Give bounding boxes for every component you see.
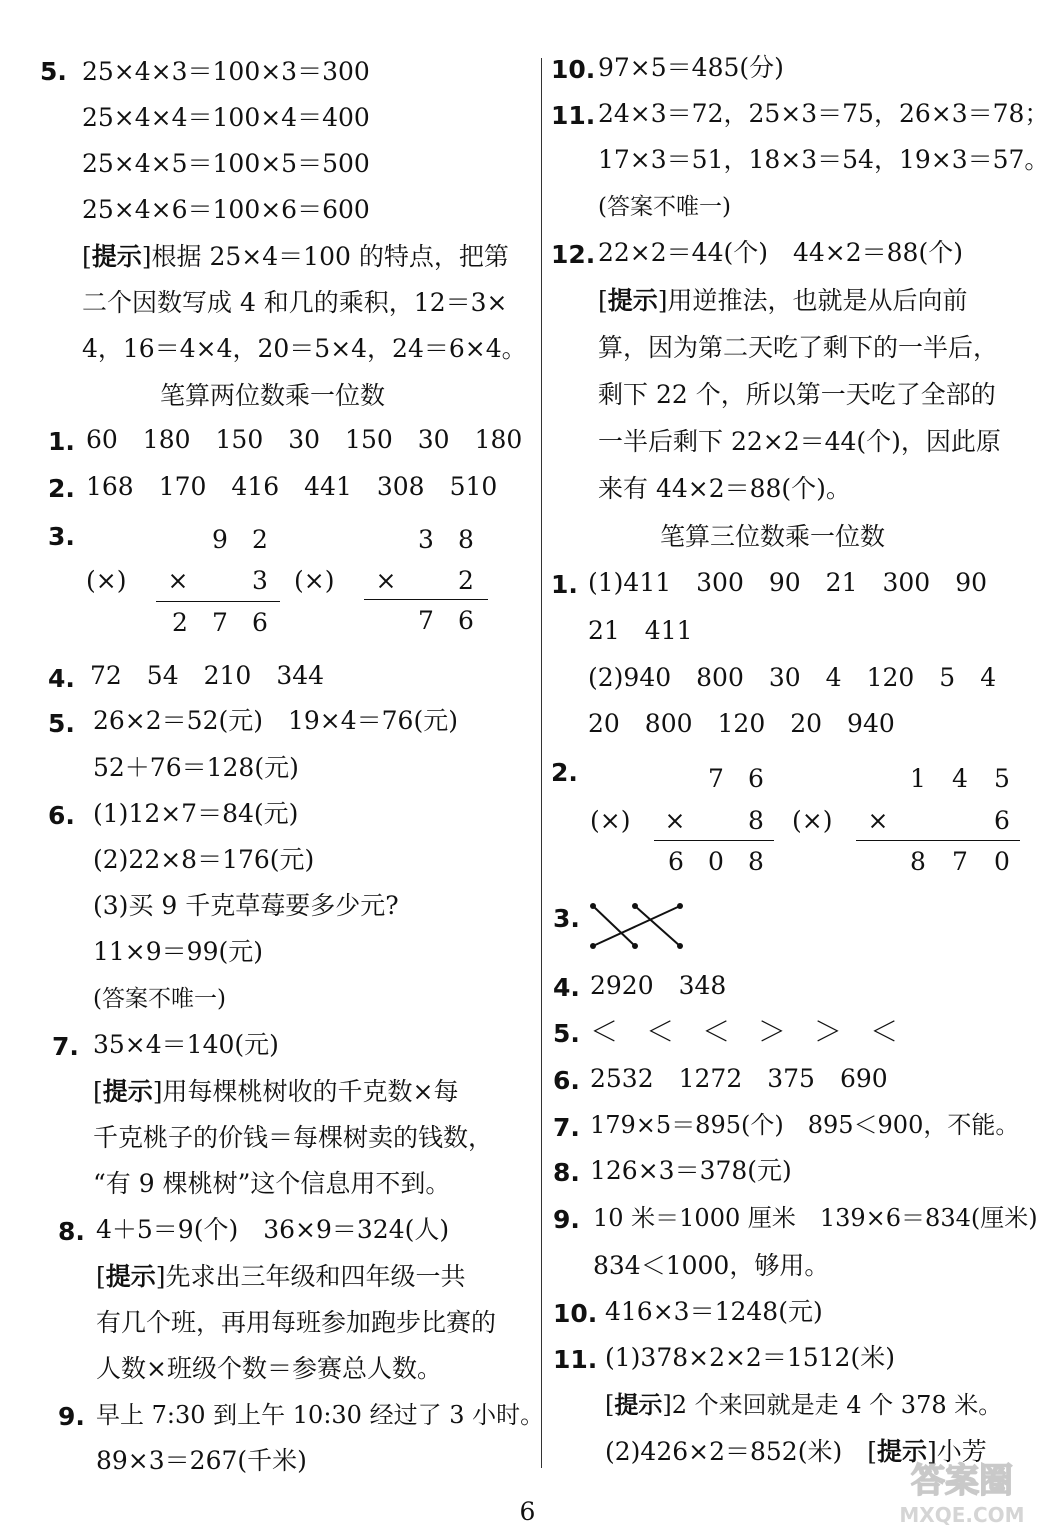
calc-a-result-digit: 2 bbox=[172, 608, 188, 637]
right-q9-number: 9. bbox=[553, 1205, 580, 1234]
match-dot bbox=[590, 903, 596, 909]
right-q12-line: 22×2＝44(个) 44×2＝88(个) bbox=[598, 238, 963, 267]
calc-d-second-digit: 6 bbox=[994, 806, 1010, 835]
right-q12-tip-text: 算，因为第二天吃了剩下的一半后， bbox=[598, 333, 999, 362]
right-q10b-number: 10. bbox=[553, 1299, 598, 1328]
calc-c-rule bbox=[654, 840, 774, 841]
column-divider bbox=[541, 58, 542, 1468]
tip-label: 提示 bbox=[105, 1262, 156, 1291]
left-q5b-line-2: 52＋76＝128(元) bbox=[93, 753, 299, 782]
left-q8-number: 8. bbox=[58, 1217, 85, 1246]
calc-d-result-digit: 8 bbox=[910, 847, 926, 876]
calc-a-rule bbox=[156, 601, 280, 602]
right-q11b-tip2-text: 小芳 bbox=[936, 1437, 987, 1466]
calc-d-rule bbox=[856, 840, 1020, 841]
right-q12-tip: [提示]用逆推法，也就是从后向前 bbox=[598, 286, 968, 315]
calc-d-top-digit: 5 bbox=[994, 764, 1010, 793]
calc-a-second-digit: 3 bbox=[252, 566, 268, 595]
right-q1-line: (1)411 300 90 21 300 90 bbox=[588, 568, 987, 597]
calc-b-rule bbox=[364, 599, 488, 600]
right-q8-line: 126×3＝378(元) bbox=[590, 1156, 792, 1185]
left-q8-tip-text: 先求出三年级和四年级一共 bbox=[165, 1262, 466, 1291]
calc-c-top-digit: 7 bbox=[708, 764, 724, 793]
calc-b-second-digit: 2 bbox=[458, 566, 474, 595]
left-q9-line: 早上 7:30 到上午 10:30 经过了 3 小时。 bbox=[96, 1401, 545, 1429]
q5-line-3: 25×4×5＝100×5＝500 bbox=[82, 149, 370, 178]
left-q1-answers: 60 180 150 30 150 30 180 bbox=[86, 425, 523, 454]
multiply-sign: × bbox=[664, 806, 686, 835]
right-q7-number: 7. bbox=[553, 1113, 580, 1142]
calc-d-result-digit: 0 bbox=[994, 847, 1010, 876]
right-q4-number: 4. bbox=[553, 973, 580, 1002]
match-line bbox=[635, 906, 680, 946]
left-q6-note: (答案不唯一) bbox=[93, 986, 226, 1012]
section-title-two-digit: 笔算两位数乘一位数 bbox=[160, 381, 386, 410]
right-q8-number: 8. bbox=[553, 1158, 580, 1187]
left-q5b-line-1: 26×2＝52(元) 19×4＝76(元) bbox=[93, 706, 458, 735]
q5-tip-text-3: 4，16＝4×4，20＝5×4，24＝6×4。 bbox=[82, 334, 527, 363]
left-q8-tip-text: 人数×班级个数＝参赛总人数。 bbox=[96, 1354, 442, 1383]
calc-b-result-digit: 7 bbox=[418, 606, 434, 635]
left-q3-number: 3. bbox=[48, 522, 75, 551]
right-q1-number: 1. bbox=[551, 570, 578, 599]
left-q6-line: (1)12×7＝84(元) bbox=[93, 799, 299, 828]
q5-tip: [提示]根据 25×4＝100 的特点，把第 bbox=[82, 242, 509, 271]
right-q7-line: 179×5＝895(个) 895＜900，不能。 bbox=[590, 1111, 1020, 1139]
right-q4-line: 2920 348 bbox=[590, 971, 727, 1000]
calc-a-top-digit: 2 bbox=[252, 525, 268, 554]
right-q2-number: 2. bbox=[551, 758, 578, 787]
left-q2-answers: 168 170 416 441 308 510 bbox=[86, 472, 498, 501]
q5-line-2: 25×4×4＝100×4＝400 bbox=[82, 103, 370, 132]
right-q5-number: 5. bbox=[553, 1019, 580, 1048]
right-q11b-line2: (2)426×2＝852(米) [提示]小芳 bbox=[605, 1437, 987, 1466]
right-q6-line: 2532 1272 375 690 bbox=[590, 1064, 888, 1093]
watermark-logo bbox=[877, 1450, 1047, 1530]
tip-label: 提示 bbox=[91, 242, 142, 271]
right-q11-line: 17×3＝51，18×3＝54，19×3＝57。 bbox=[598, 145, 1050, 174]
match-dot bbox=[590, 943, 596, 949]
calc-a-top-digit: 9 bbox=[212, 525, 228, 554]
calc-d-top-digit: 4 bbox=[952, 764, 968, 793]
left-q4-number: 4. bbox=[48, 664, 75, 693]
right-q9-line: 10 米＝1000 厘米 139×6＝834(厘米) bbox=[593, 1204, 1038, 1232]
match-line bbox=[593, 906, 680, 946]
left-q8-tip-text: 有几个班，再用每班参加跑步比赛的 bbox=[96, 1308, 497, 1337]
multiply-sign: × bbox=[167, 566, 189, 595]
match-dot bbox=[677, 943, 683, 949]
right-q11b-line: (1)378×2×2＝1512(米) bbox=[605, 1343, 895, 1372]
right-q6-number: 6. bbox=[553, 1066, 580, 1095]
left-q9-line: 89×3＝267(千米) bbox=[96, 1446, 307, 1475]
left-q7-number: 7. bbox=[52, 1032, 79, 1061]
right-q10-line: 97×5＝485(分) bbox=[598, 53, 784, 82]
left-q8-line: 4＋5＝9(个) 36×9＝324(人) bbox=[96, 1215, 450, 1244]
q5-tip-text-1: 根据 25×4＝100 的特点，把第 bbox=[151, 242, 509, 271]
left-q1-number: 1. bbox=[48, 427, 75, 456]
right-q11-number: 11. bbox=[551, 101, 596, 130]
left-q8-tip: [提示]先求出三年级和四年级一共 bbox=[96, 1262, 466, 1291]
right-q12-tip-text: 一半后剩下 22×2＝44(个)，因此原 bbox=[598, 427, 1001, 456]
right-q11b-tip: [提示]2 个来回就是走 4 个 378 米。 bbox=[605, 1391, 1003, 1419]
multiply-sign: × bbox=[375, 566, 397, 595]
right-q11-line: 24×3＝72，25×3＝75，26×3＝78； bbox=[598, 99, 1050, 128]
calc-c-result-digit: 0 bbox=[708, 847, 724, 876]
left-q7-tip-text: “有 9 棵桃树”这个信息用不到。 bbox=[93, 1169, 451, 1198]
right-q1-line: (2)940 800 30 4 120 5 4 bbox=[588, 663, 997, 692]
page-number: 6 bbox=[519, 1497, 536, 1526]
right-q10-number: 10. bbox=[551, 55, 596, 84]
calc-c-top-digit: 6 bbox=[748, 764, 764, 793]
q5-line-1: 25×4×3＝100×3＝300 bbox=[82, 57, 370, 86]
right-q11b-number: 11. bbox=[553, 1345, 598, 1374]
match-dot bbox=[632, 943, 638, 949]
right-q11b-tip-text: 2 个来回就是走 4 个 378 米。 bbox=[671, 1391, 1003, 1419]
right-q11b-line2-text: (2)426×2＝852(米) bbox=[605, 1437, 843, 1466]
right-q12-tip-text: 来有 44×2＝88(个)。 bbox=[598, 474, 851, 503]
right-q11-note: (答案不唯一) bbox=[598, 194, 731, 220]
tip-label: 提示 bbox=[607, 286, 658, 315]
match-dot bbox=[632, 903, 638, 909]
calc-d-top-digit: 1 bbox=[910, 764, 926, 793]
calc-a-result-digit: 7 bbox=[212, 608, 228, 637]
left-q4-answers: 72 54 210 344 bbox=[90, 661, 325, 690]
calc-c-second-digit: 8 bbox=[748, 806, 764, 835]
right-q1-line: 20 800 120 20 940 bbox=[588, 709, 895, 738]
tip-label: 提示 bbox=[102, 1077, 153, 1106]
matching-lines-diagram bbox=[585, 898, 695, 958]
left-q6-line: (3)买 9 千克草莓要多少元? bbox=[93, 891, 399, 920]
multiply-sign: × bbox=[867, 806, 889, 835]
calc-b-mark: (×) bbox=[294, 566, 335, 595]
calc-a-result-digit: 6 bbox=[252, 608, 268, 637]
calc-c-mark: (×) bbox=[590, 806, 631, 835]
right-q9-line: 834＜1000，够用。 bbox=[593, 1251, 830, 1280]
right-q1-line: 21 411 bbox=[588, 616, 693, 645]
calc-c-result-digit: 8 bbox=[748, 847, 764, 876]
tip-label: 提示 bbox=[876, 1437, 927, 1466]
calc-b-result-digit: 6 bbox=[458, 606, 474, 635]
left-q9-number: 9. bbox=[58, 1402, 85, 1431]
left-q2-number: 2. bbox=[48, 474, 75, 503]
match-dot bbox=[677, 903, 683, 909]
left-q6-line: 11×9＝99(元) bbox=[93, 937, 263, 966]
tip-label: 提示 bbox=[614, 1391, 663, 1419]
section-title-three-digit: 笔算三位数乘一位数 bbox=[660, 522, 886, 551]
calc-d-mark: (×) bbox=[792, 806, 833, 835]
calc-b-top-digit: 8 bbox=[458, 525, 474, 554]
right-q10b-line: 416×3＝1248(元) bbox=[605, 1297, 823, 1326]
right-q3-number: 3. bbox=[553, 904, 580, 933]
left-q7-tip-text: 千克桃子的价钱＝每棵树卖的钱数， bbox=[93, 1123, 494, 1152]
q5-tip-text-2: 二个因数写成 4 和几的乘积，12＝3× bbox=[82, 288, 508, 317]
right-q5-line: ＜ ＜ ＜ ＞ ＞ ＜ bbox=[590, 1015, 899, 1048]
left-q6-line: (2)22×8＝176(元) bbox=[93, 845, 315, 874]
calc-c-result-digit: 6 bbox=[668, 847, 684, 876]
q5-number: 5. bbox=[40, 57, 67, 86]
left-q6-number: 6. bbox=[48, 801, 75, 830]
right-q12-tip-text: 用逆推法，也就是从后向前 bbox=[667, 286, 968, 315]
calc-a-mark: (×) bbox=[86, 566, 127, 595]
left-q5b-number: 5. bbox=[48, 709, 75, 738]
right-q12-tip-text: 剩下 22 个，所以第一天吃了全部的 bbox=[598, 380, 996, 409]
left-q7-line: 35×4＝140(元) bbox=[93, 1030, 279, 1059]
watermark-text: 答案圈 bbox=[911, 1461, 1013, 1501]
calc-b-top-digit: 3 bbox=[418, 525, 434, 554]
q5-line-4: 25×4×6＝100×6＝600 bbox=[82, 195, 370, 224]
match-line bbox=[593, 906, 635, 946]
left-q7-tip: [提示]用每棵桃树收的千克数×每 bbox=[93, 1077, 459, 1106]
left-q7-tip-text: 用每棵桃树收的千克数×每 bbox=[162, 1077, 459, 1106]
watermark-url: MXQE.COM bbox=[899, 1503, 1025, 1527]
calc-d-result-digit: 7 bbox=[952, 847, 968, 876]
right-q12-number: 12. bbox=[551, 240, 596, 269]
